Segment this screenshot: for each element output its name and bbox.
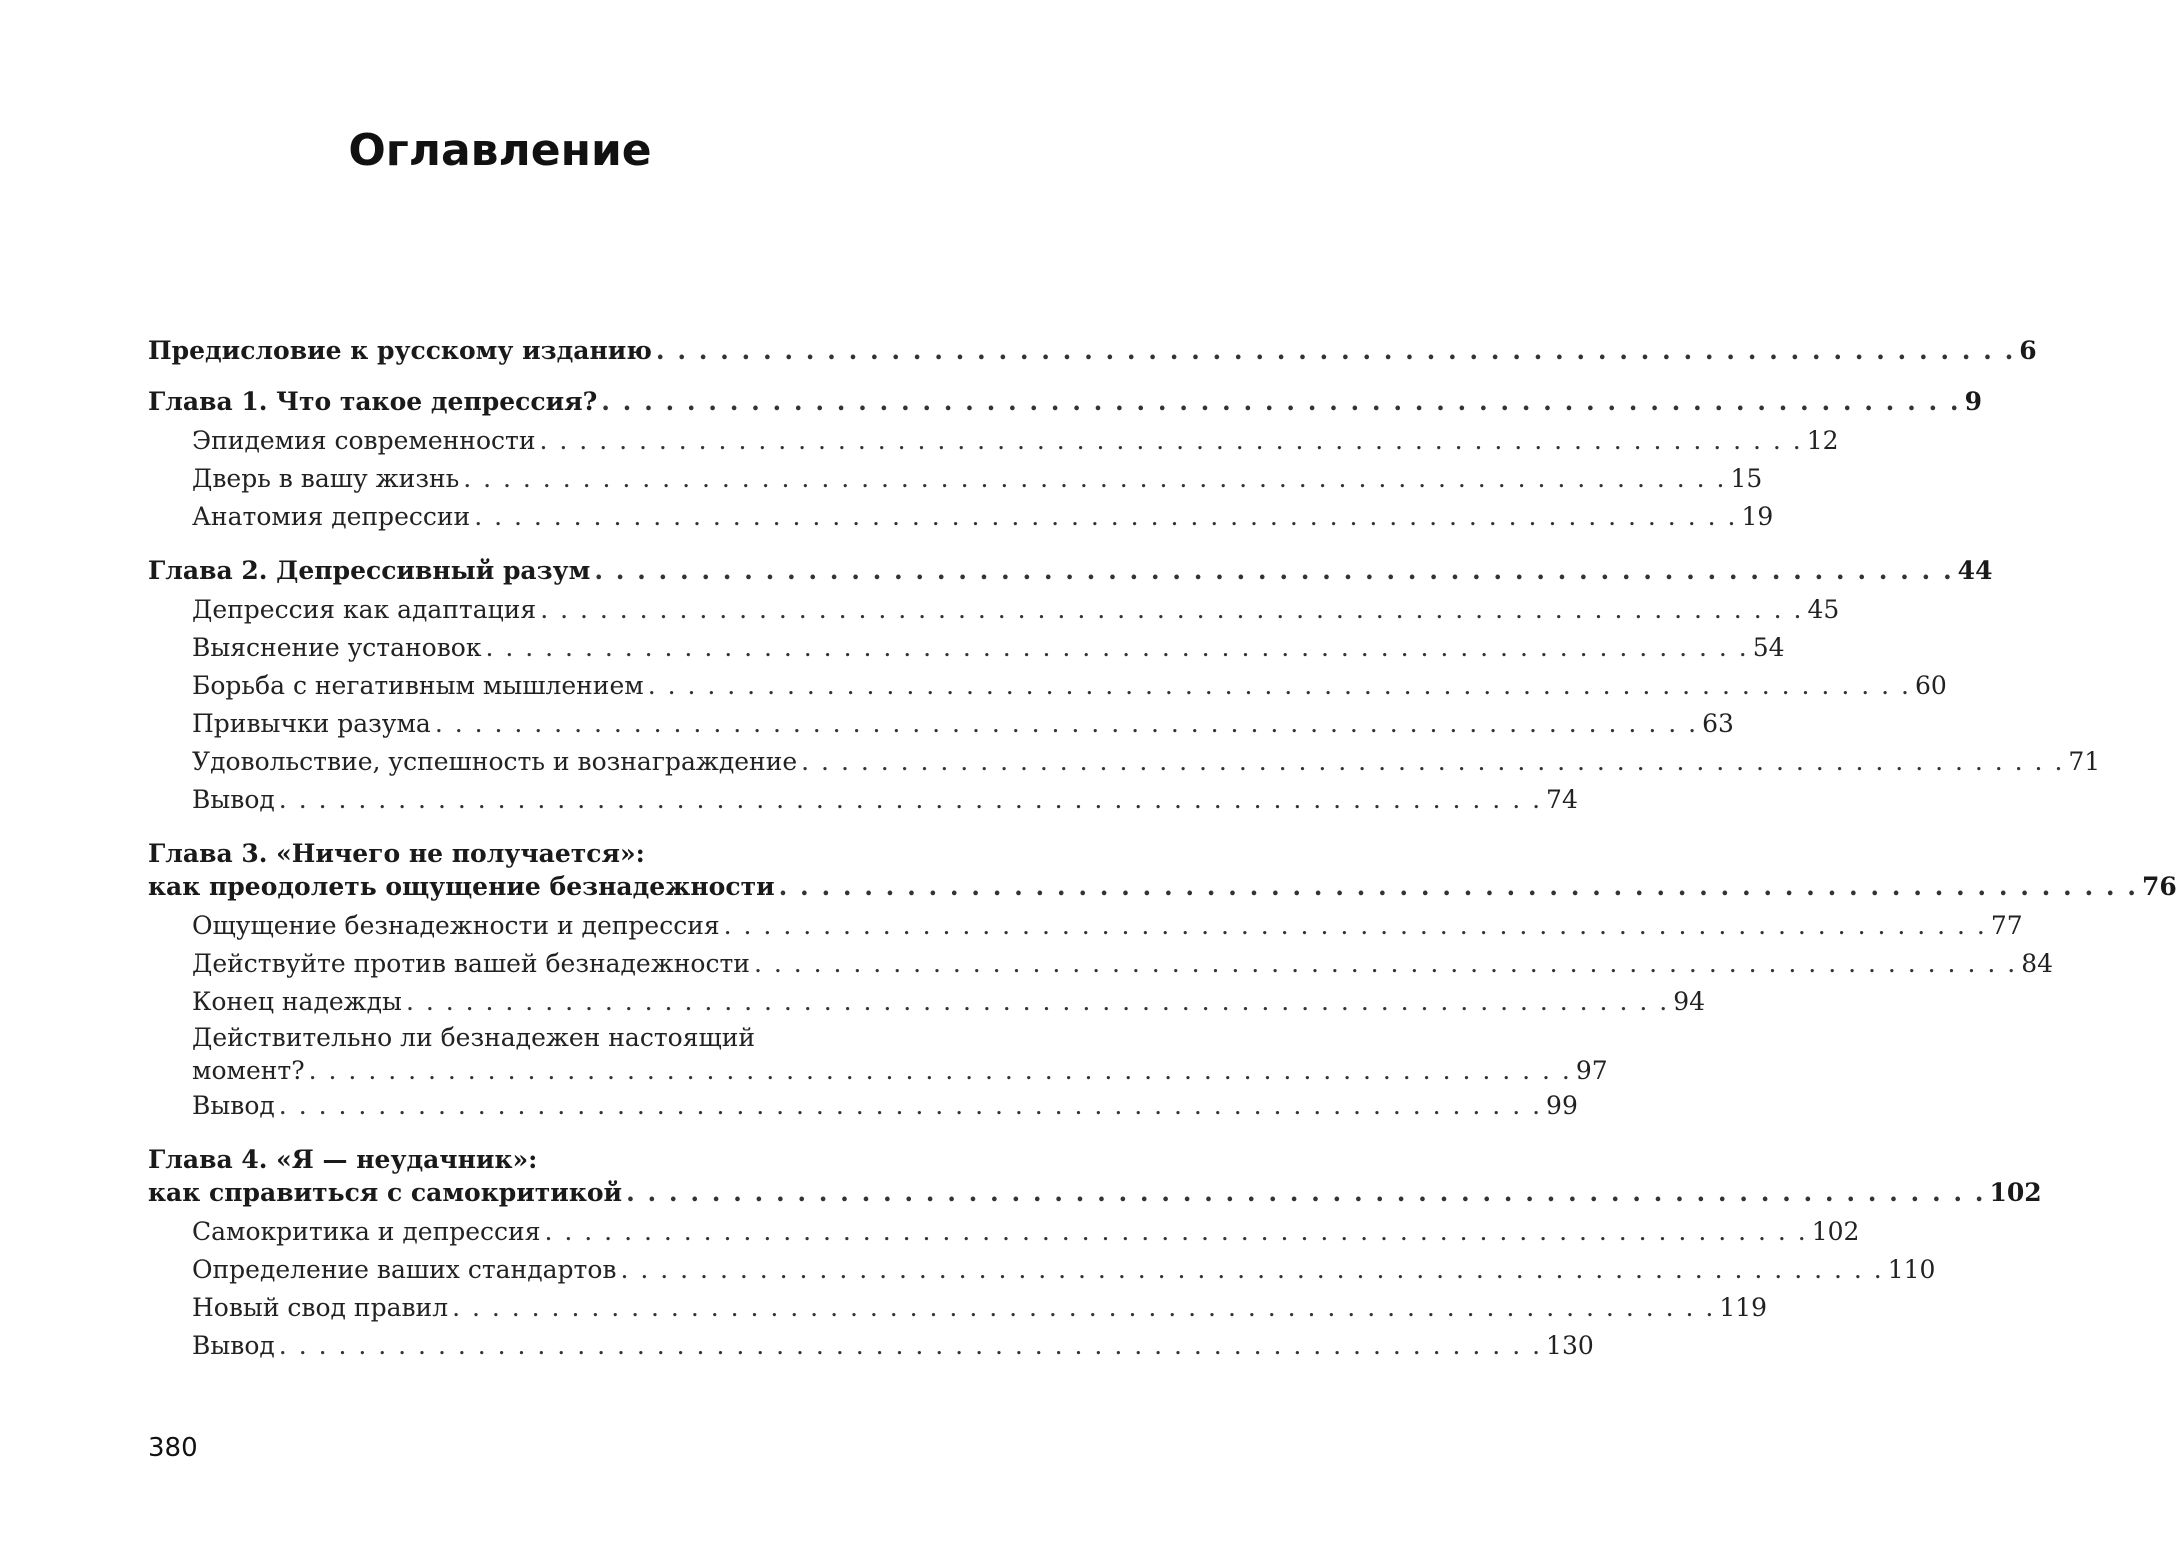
entry-page: 102 — [1989, 1178, 2042, 1207]
toc-subentry[interactable] — [148, 1087, 1578, 1125]
entry-page: 94 — [1673, 987, 1705, 1016]
toc-subentry[interactable] — [148, 781, 1578, 819]
entry-label: Глава 2. Депрессивный разум — [148, 556, 591, 585]
toc-entry[interactable] — [148, 554, 1993, 587]
entry-page: 54 — [1752, 633, 1785, 662]
dot-leader: . . . . . . . . . . . . . . . . . . . . . . . . . . . . . . . . . . . . . . . . . . . . . . . . . . . . . . . . . . . . . . . . — [544, 1217, 1808, 1246]
entry-label: как преодолеть ощущение безнадежности — [148, 872, 775, 901]
entry-page: 19 — [1741, 502, 1774, 531]
toc-chapter-1 — [148, 385, 1983, 418]
entry-page: 119 — [1719, 1293, 1768, 1322]
entry-label: Дверь в вашу жизнь — [192, 464, 460, 493]
entry-page: 15 — [1730, 464, 1763, 493]
dot-leader: . . . . . . . . . . . . . . . . . . . . . . . . . . . . . . . . . . . . . . . . . . . . . . . . . . . . . . . . . . . . . . . . — [753, 949, 2018, 978]
dot-leader: . . . . . . . . . . . . . . . . . . . . . . . . . . . . . . . . . . . . . . . . . . . . . . . . . . . . . . . . . . . . . . . . — [626, 1178, 1986, 1207]
entry-page: 99 — [1546, 1091, 1578, 1120]
dot-leader: . . . . . . . . . . . . . . . . . . . . . . . . . . . . . . . . . . . . . . . . . . . . . . . . . . . . . . . . . . . . . . . . — [539, 426, 1803, 455]
entry-label: Действуйте против вашей безнадежности — [192, 949, 750, 978]
entry-page: 71 — [2068, 747, 2101, 776]
dot-leader: . . . . . . . . . . . . . . . . . . . . . . . . . . . . . . . . . . . . . . . . . . . . . . . . . . . . . . . . . . . . . . . . — [463, 464, 1727, 493]
dot-leader: . . . . . . . . . . . . . . . . . . . . . . . . . . . . . . . . . . . . . . . . . . . . . . . . . . . . . . . . . . . . . . . . — [485, 633, 1749, 662]
table-of-contents — [148, 334, 2177, 1365]
entry-label: Новый свод правил — [192, 1293, 449, 1322]
entry-page: 6 — [2019, 336, 2037, 365]
toc-subentry-wrapped[interactable] — [148, 1021, 1608, 1087]
toc-subentry[interactable] — [148, 1251, 1936, 1289]
toc-subentry[interactable] — [148, 591, 1840, 629]
entry-page: 97 — [1575, 1056, 1608, 1085]
toc-chapter-2 — [148, 554, 1993, 587]
toc-subentry[interactable] — [148, 983, 1705, 1021]
toc-subentry[interactable] — [148, 422, 1839, 460]
toc-entry[interactable] — [148, 334, 2037, 367]
page-number: 380 — [148, 1433, 198, 1463]
toc-subentry[interactable] — [148, 1327, 1594, 1365]
toc-subentry[interactable] — [148, 945, 2053, 983]
entry-label: Удовольствие, успешность и вознаграждение — [192, 747, 798, 776]
dot-leader: . . . . . . . . . . . . . . . . . . . . . . . . . . . . . . . . . . . . . . . . . . . . . . . . . . . . . . . . . . . . . . . . — [647, 671, 1911, 700]
entry-label: Борьба с негативным мышлением — [192, 671, 644, 700]
toc-preface — [148, 334, 2037, 367]
dot-leader: . . . . . . . . . . . . . . . . . . . . . . . . . . . . . . . . . . . . . . . . . . . . . . . . . . . . . . . . . . . . . . . . — [278, 1091, 1543, 1120]
entry-page: 76 — [2141, 872, 2177, 901]
dot-leader: . . . . . . . . . . . . . . . . . . . . . . . . . . . . . . . . . . . . . . . . . . . . . . . . . . . . . . . . . . . . . . . . — [278, 785, 1543, 814]
entry-label: Выяснение установок — [192, 633, 482, 662]
toc-subentry[interactable] — [148, 498, 1774, 536]
entry-page: 110 — [1887, 1255, 1936, 1284]
entry-page: 9 — [1964, 387, 1983, 416]
dot-leader: . . . . . . . . . . . . . . . . . . . . . . . . . . . . . . . . . . . . . . . . . . . . . . . . . . . . . . . . . . . . . . . . — [434, 709, 1699, 738]
toc-subentry[interactable] — [148, 667, 1947, 705]
entry-label: Привычки разума — [192, 709, 431, 738]
dot-leader: . . . . . . . . . . . . . . . . . . . . . . . . . . . . . . . . . . . . . . . . . . . . . . . . . . . . . . . . . . . . . . . . — [655, 336, 2016, 365]
toc-entry[interactable] — [148, 1176, 2042, 1209]
entry-label: Депрессия как адаптация — [192, 595, 537, 624]
entry-label: Вывод — [192, 1331, 275, 1360]
toc-entry[interactable] — [148, 385, 1983, 418]
entry-label: Вывод — [192, 1091, 275, 1120]
entry-label: Предисловие к русскому изданию — [148, 336, 652, 365]
toc-subentry[interactable] — [148, 743, 2101, 781]
toc-subentry[interactable] — [148, 460, 1763, 498]
dot-leader: . . . . . . . . . . . . . . . . . . . . . . . . . . . . . . . . . . . . . . . . . . . . . . . . . . . . . . . . . . . . . . . . — [594, 556, 1954, 585]
entry-page: 130 — [1546, 1331, 1594, 1360]
dot-leader: . . . . . . . . . . . . . . . . . . . . . . . . . . . . . . . . . . . . . . . . . . . . . . . . . . . . . . . . . . . . . . . . — [540, 595, 1804, 624]
dot-leader: . . . . . . . . . . . . . . . . . . . . . . . . . . . . . . . . . . . . . . . . . . . . . . . . . . . . . . . . . . . . . . . . — [723, 911, 1987, 940]
toc-subentry-tail — [192, 1054, 1608, 1087]
chapter-title-line: Глава 4. «Я — неудачник»: — [148, 1145, 538, 1174]
toc-chapter-4 — [148, 1143, 2042, 1209]
toc-subentry[interactable] — [148, 705, 1734, 743]
dot-leader: . . . . . . . . . . . . . . . . . . . . . . . . . . . . . . . . . . . . . . . . . . . . . . . . . . . . . . . . . . . . . . . . — [308, 1056, 1572, 1085]
entry-page: 74 — [1546, 785, 1578, 814]
dot-leader: . . . . . . . . . . . . . . . . . . . . . . . . . . . . . . . . . . . . . . . . . . . . . . . . . . . . . . . . . . . . . . . . — [620, 1255, 1884, 1284]
entry-label: Вывод — [192, 785, 275, 814]
dot-leader: . . . . . . . . . . . . . . . . . . . . . . . . . . . . . . . . . . . . . . . . . . . . . . . . . . . . . . . . . . . . . . . . — [601, 387, 1961, 416]
dot-leader: . . . . . . . . . . . . . . . . . . . . . . . . . . . . . . . . . . . . . . . . . . . . . . . . . . . . . . . . . . . . . . . . — [452, 1293, 1716, 1322]
toc-entry[interactable] — [148, 870, 2177, 903]
entry-page: 84 — [2021, 949, 2053, 978]
toc-subentry[interactable] — [148, 1289, 1768, 1327]
dot-leader: . . . . . . . . . . . . . . . . . . . . . . . . . . . . . . . . . . . . . . . . . . . . . . . . . . . . . . . . . . . . . . . . — [405, 987, 1670, 1016]
toc-subentry[interactable] — [148, 907, 2023, 945]
toc-subentry[interactable] — [148, 629, 1785, 667]
entry-page: 12 — [1806, 426, 1839, 455]
entry-page: 77 — [1990, 911, 2023, 940]
entry-label: Анатомия депрессии — [192, 502, 471, 531]
entry-label: как справиться с самокритикой — [148, 1178, 623, 1207]
entry-label: момент? — [192, 1056, 305, 1085]
dot-leader: . . . . . . . . . . . . . . . . . . . . . . . . . . . . . . . . . . . . . . . . . . . . . . . . . . . . . . . . . . . . . . . . — [474, 502, 1738, 531]
entry-page: 102 — [1811, 1217, 1860, 1246]
page-title: Оглавление — [348, 125, 652, 176]
entry-label: Определение ваших стандартов — [192, 1255, 617, 1284]
entry-page: 44 — [1957, 556, 1993, 585]
entry-label: Ощущение безнадежности и депрессия — [192, 911, 720, 940]
dot-leader: . . . . . . . . . . . . . . . . . . . . . . . . . . . . . . . . . . . . . . . . . . . . . . . . . . . . . . . . . . . . . . . . — [278, 1331, 1543, 1360]
entry-label-line: Действительно ли безнадежен настоящий — [192, 1023, 756, 1052]
entry-page: 60 — [1914, 671, 1947, 700]
entry-label: Эпидемия современности — [192, 426, 536, 455]
toc-chapter-3 — [148, 837, 2177, 903]
entry-page: 45 — [1807, 595, 1840, 624]
entry-label: Конец надежды — [192, 987, 402, 1016]
entry-page: 63 — [1702, 709, 1734, 738]
entry-label: Глава 1. Что такое депрессия? — [148, 387, 598, 416]
dot-leader: . . . . . . . . . . . . . . . . . . . . . . . . . . . . . . . . . . . . . . . . . . . . . . . . . . . . . . . . . . . . . . . . — [778, 872, 2138, 901]
toc-subentry[interactable] — [148, 1213, 1860, 1251]
entry-label: Самокритика и депрессия — [192, 1217, 541, 1246]
dot-leader: . . . . . . . . . . . . . . . . . . . . . . . . . . . . . . . . . . . . . . . . . . . . . . . . . . . . . . . . . . . . . . . . — [801, 747, 2065, 776]
chapter-title-line: Глава 3. «Ничего не получается»: — [148, 839, 645, 868]
